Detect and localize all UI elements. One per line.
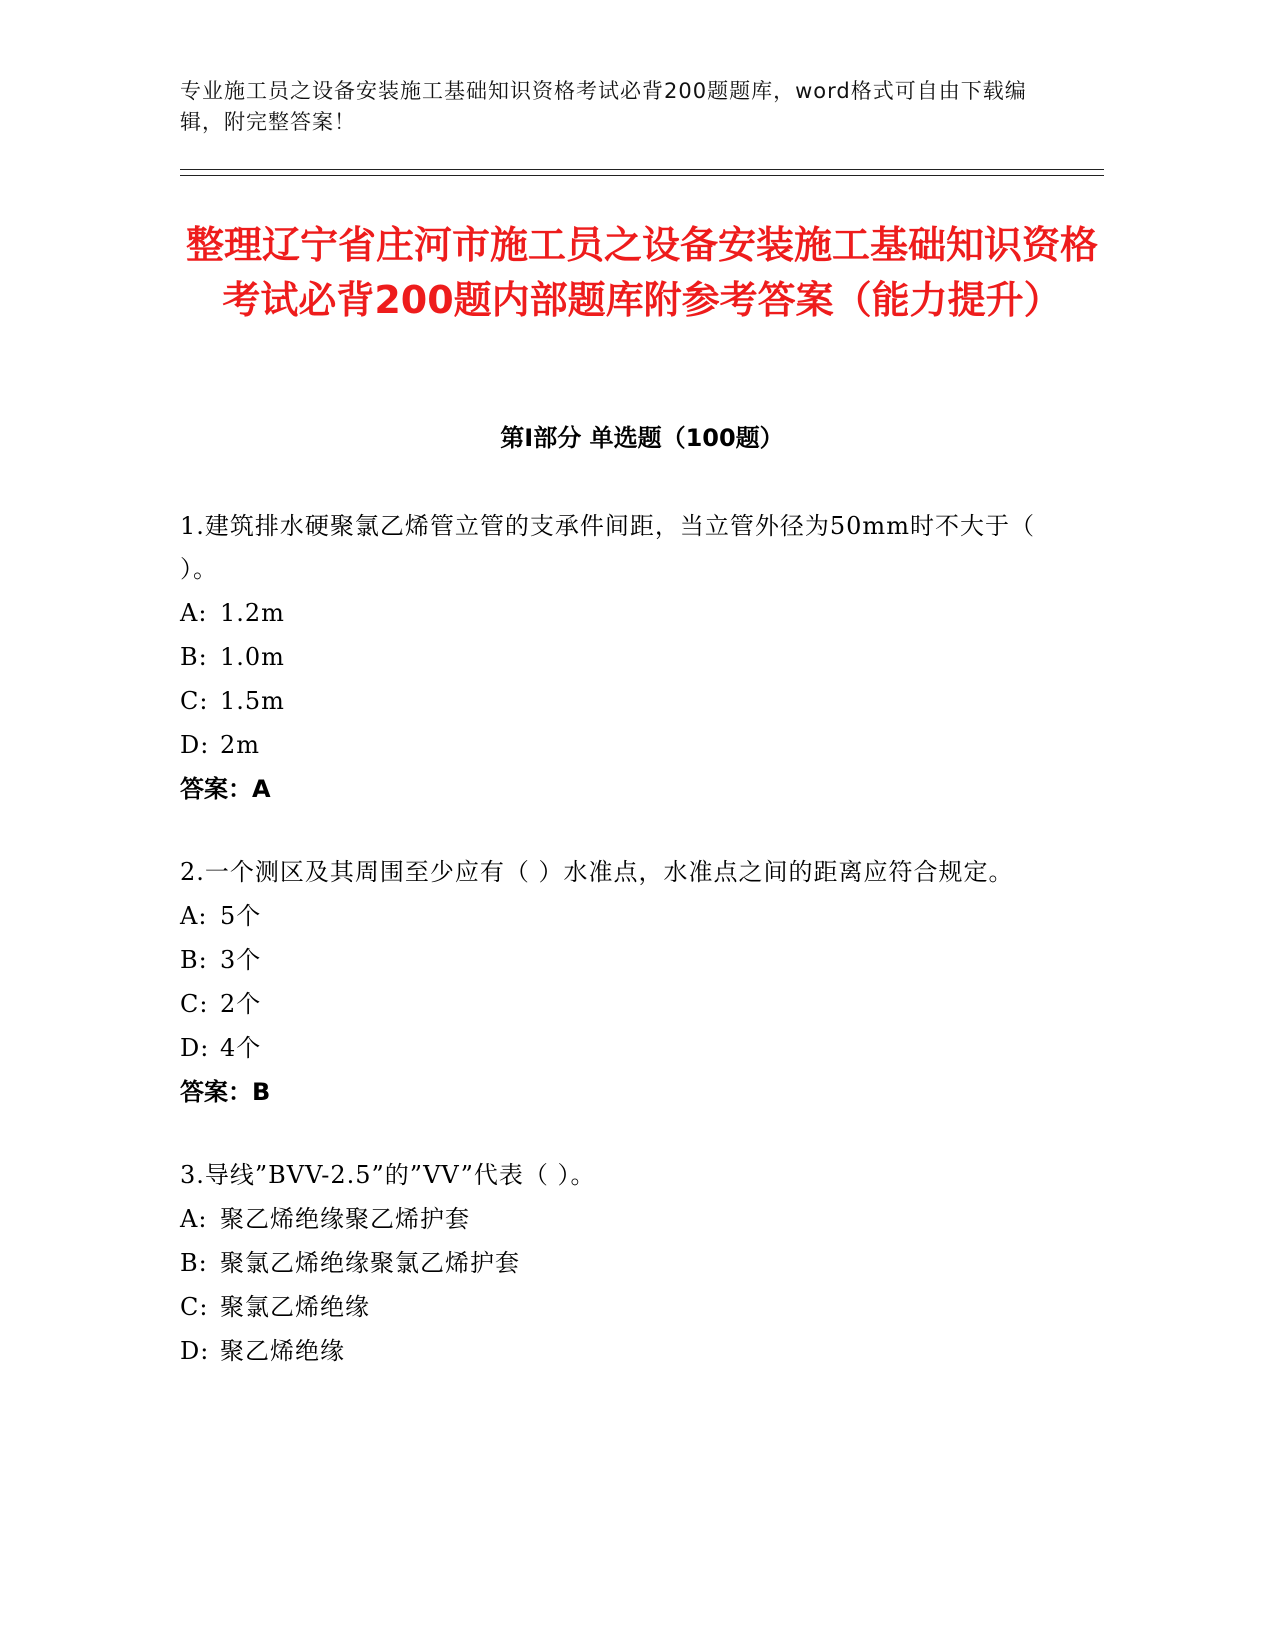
option-key: C: [180, 1293, 209, 1321]
option-text: 1.5m [220, 687, 285, 715]
option-text: 5个 [220, 902, 262, 930]
option-text: 1.0m [220, 643, 285, 671]
answer-line: 答案：A [180, 775, 271, 803]
question-item [180, 505, 1060, 811]
option-a [180, 1197, 1060, 1241]
option-key: A: [180, 1205, 208, 1233]
option-key: D: [180, 1337, 210, 1365]
option-text: 4个 [220, 1034, 262, 1062]
option-text: 聚乙烯绝缘 [220, 1337, 345, 1365]
question-item [180, 1154, 1060, 1373]
option-text: 2m [220, 731, 261, 759]
option-c [180, 679, 1060, 723]
option-key: B: [180, 946, 208, 974]
option-text: 3个 [220, 946, 262, 974]
option-b [180, 635, 1060, 679]
option-d [180, 723, 1060, 767]
option-d [180, 1329, 1060, 1373]
option-text: 聚氯乙烯绝缘 [220, 1293, 370, 1321]
option-d [180, 1026, 1060, 1070]
option-key: B: [180, 643, 208, 671]
header-divider-bottom [180, 175, 1104, 176]
answer-line: 答案：B [180, 1078, 271, 1106]
option-key: D: [180, 731, 210, 759]
option-key: C: [180, 990, 209, 1018]
option-a [180, 894, 1060, 938]
option-c [180, 1285, 1060, 1329]
option-key: D: [180, 1034, 210, 1062]
question-stem: 1.建筑排水硬聚氯乙烯管立管的支承件间距，当立管外径为50mm时不大于（ ）。 [180, 512, 1035, 583]
document-title: 整理辽宁省庄河市施工员之设备安装施工基础知识资格考试必背200题内部题库附参考答案（能力提升） [185, 223, 1098, 322]
option-b [180, 1241, 1060, 1285]
option-text: 2个 [220, 990, 262, 1018]
question-stem: 3.导线”BVV-2.5”的”VV”代表（ ）。 [180, 1161, 596, 1189]
option-text: 聚乙烯绝缘聚乙烯护套 [220, 1205, 470, 1233]
option-a [180, 591, 1060, 635]
option-text: 1.2m [220, 599, 285, 627]
question-stem: 2.一个测区及其周围至少应有（ ）水准点，水准点之间的距离应符合规定。 [180, 858, 1014, 886]
section-heading: 第Ⅰ部分 单选题（100题） [500, 424, 784, 452]
question-item [180, 851, 1060, 1114]
option-key: C: [180, 687, 209, 715]
option-text: 聚氯乙烯绝缘聚氯乙烯护套 [220, 1249, 520, 1277]
option-key: A: [180, 599, 208, 627]
option-b [180, 938, 1060, 982]
option-key: B: [180, 1249, 208, 1277]
header-divider-top [180, 169, 1104, 170]
option-key: A: [180, 902, 208, 930]
option-c [180, 982, 1060, 1026]
question-list [180, 505, 1060, 1413]
header-note: 专业施工员之设备安装施工基础知识资格考试必背200题题库，word格式可自由下载编辑，附完整答案！ [180, 79, 1027, 134]
